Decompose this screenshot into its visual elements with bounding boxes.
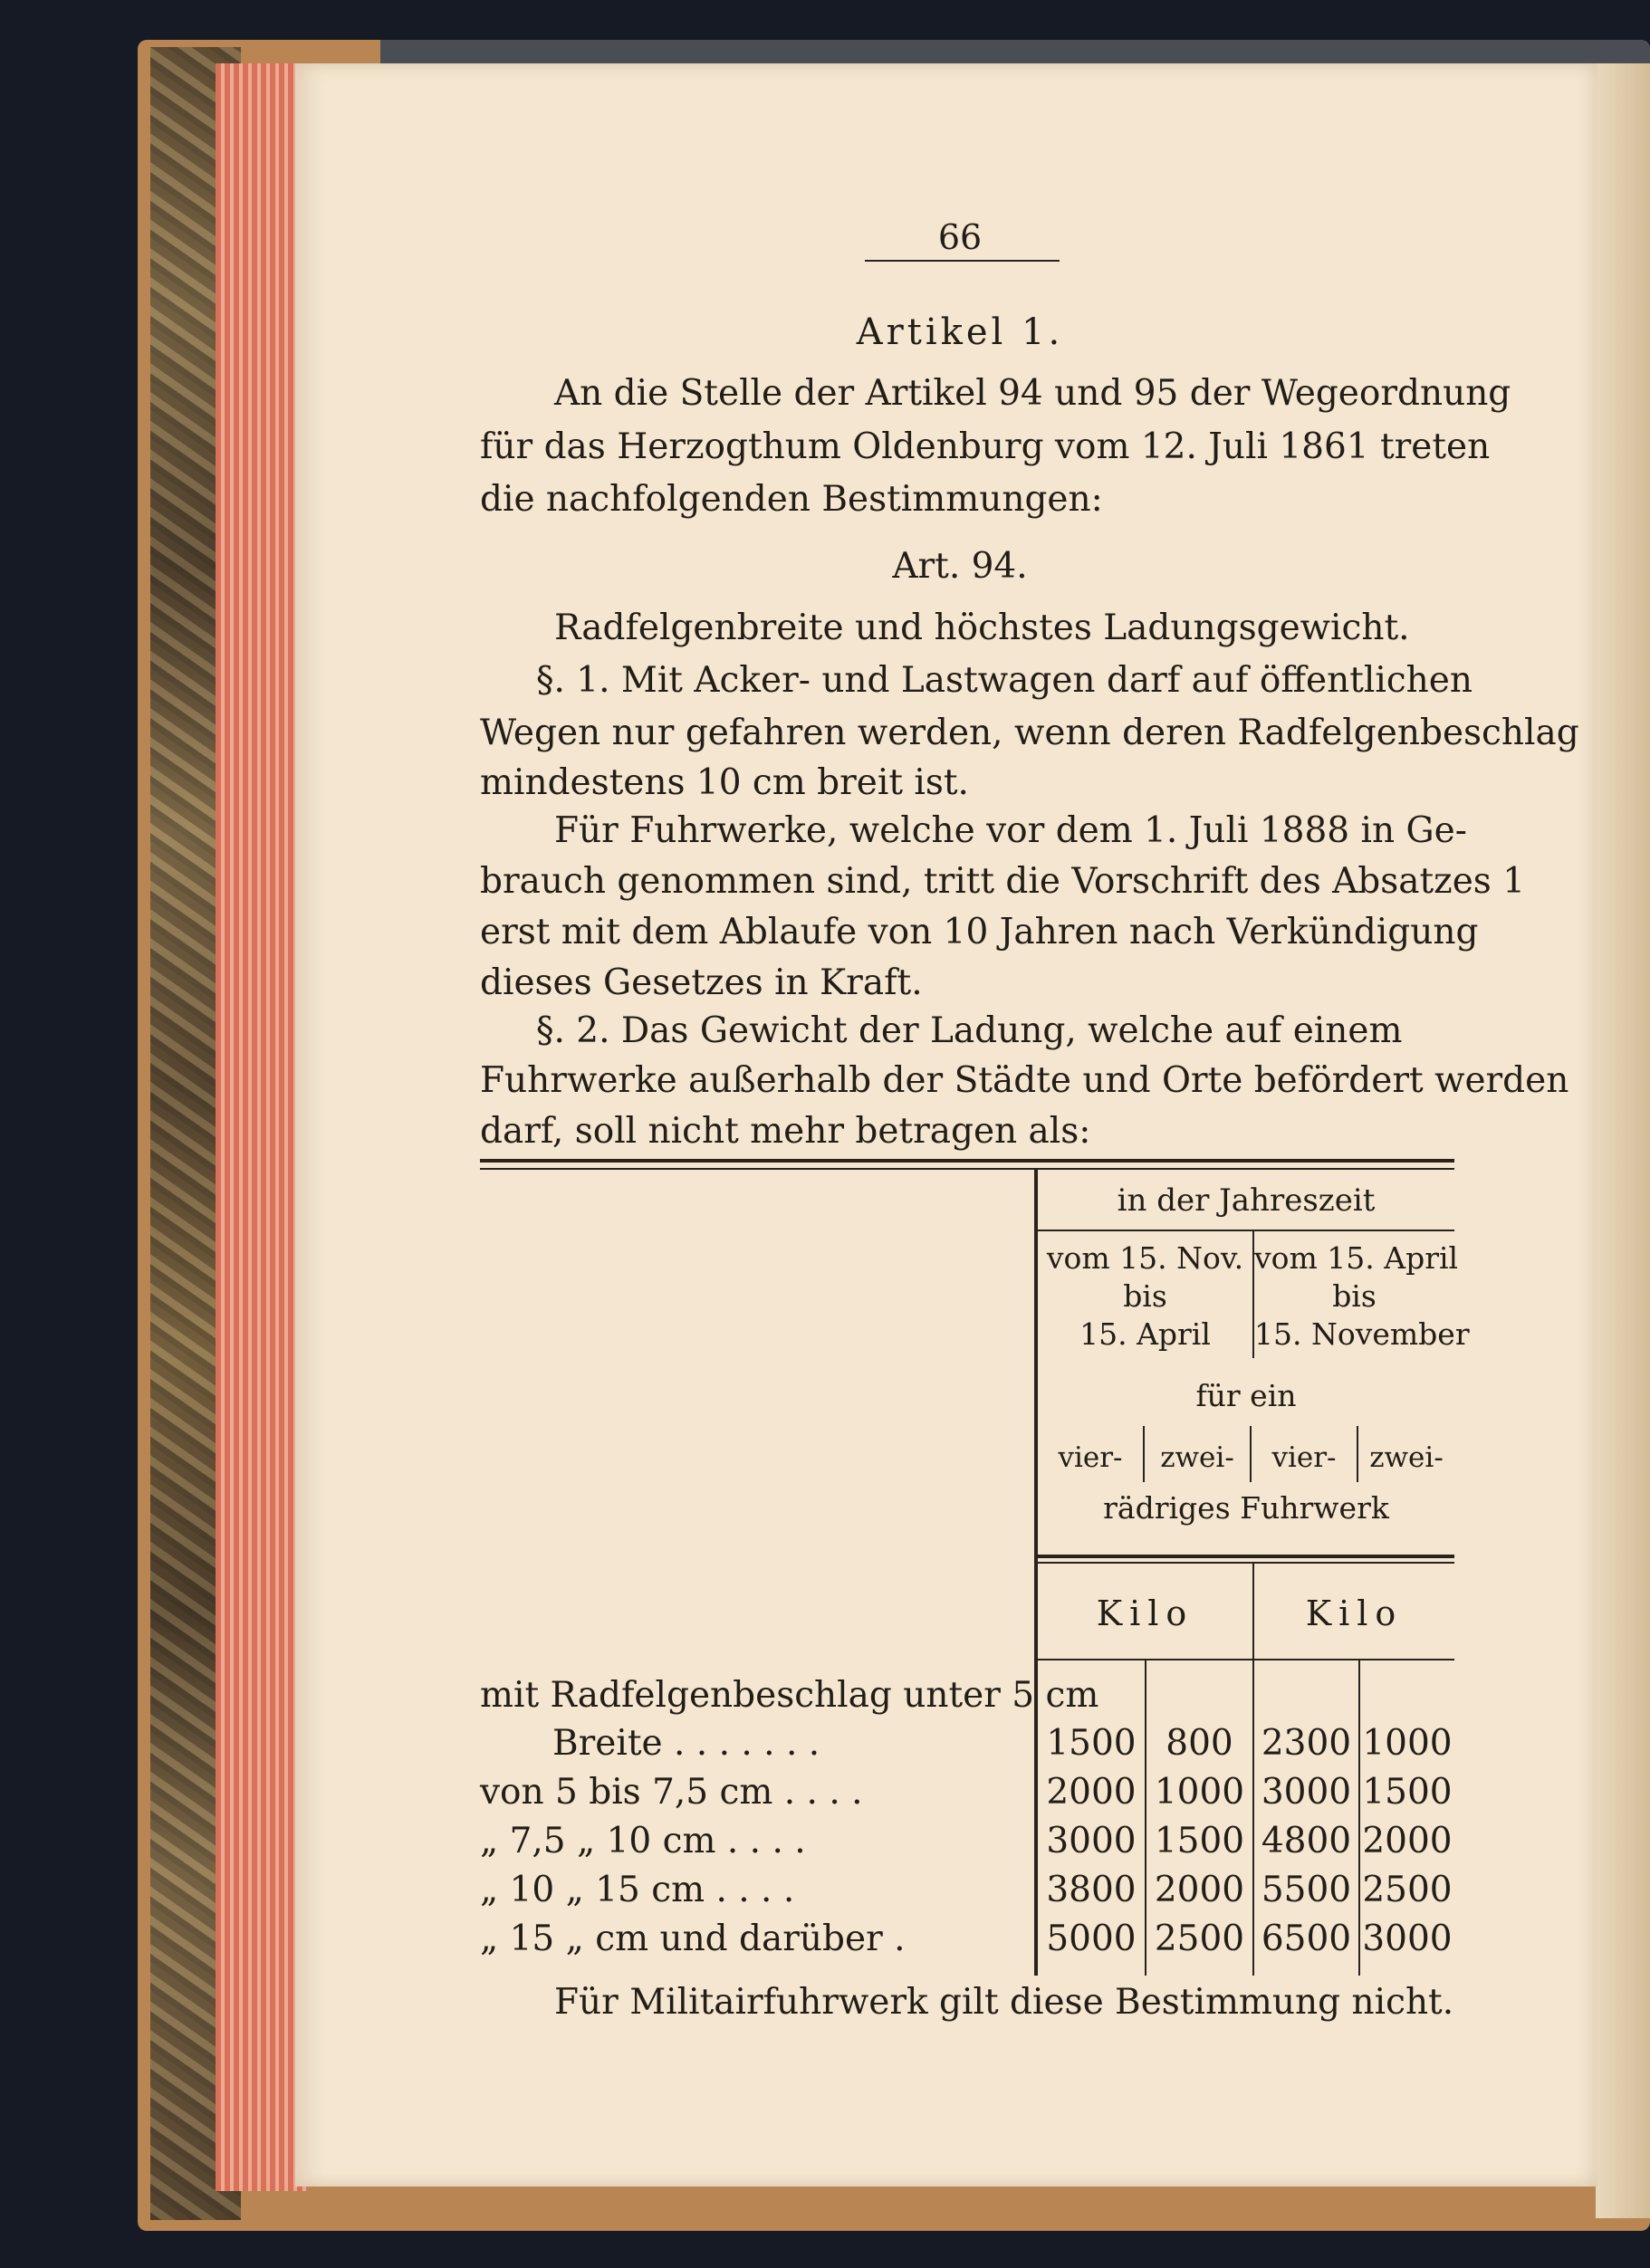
wheel-label-1: vier- [1058,1441,1123,1474]
row-label-4: „ 10 „ 15 cm . . . . [480,1870,795,1910]
season-b-line-2: bis [1332,1278,1377,1314]
cell-r3-c4: 2000 [1362,1821,1453,1861]
cell-r5-c4: 3000 [1362,1919,1453,1959]
article-heading: Artikel 1. [856,311,1064,353]
intro-line-3: die nachfolgenden Bestimmungen: [480,479,1103,520]
art-heading: Art. 94. [892,546,1028,587]
red-page-edges [216,63,306,2191]
intro-line-1: An die Stelle der Artikel 94 und 95 der Wegeordnung [554,373,1511,414]
row-header: mit Radfelgenbeschlag unter 5 cm [480,1675,1099,1716]
season-b-line-1: vom 15. April [1254,1240,1459,1276]
intro-line-2: für das Herzogthum Oldenburg vom 12. Juli 1861 treten [480,426,1491,467]
season-rule [1038,1230,1454,1231]
cell-r3-c3: 4800 [1261,1821,1352,1861]
row-label-1: Breite . . . . . . . [552,1723,820,1764]
kilo-unit-b: Kilo [1305,1593,1404,1633]
cell-r2-c3: 3000 [1261,1772,1352,1813]
cell-r1-c2: 800 [1166,1723,1233,1764]
para2-line-2: brauch genommen sind, tritt die Vorschrift des Absatzes 1 [480,861,1526,902]
cell-r5-c3: 6500 [1261,1919,1352,1959]
kilo-top-rule-thin [1038,1562,1454,1564]
facing-page-edge [1596,63,1650,2218]
cell-r4-c4: 2500 [1362,1870,1453,1910]
cell-r2-c2: 1000 [1154,1772,1245,1813]
para1-line-3: mindestens 10 cm breit ist. [480,762,969,803]
cell-r2-c4: 1500 [1362,1772,1453,1813]
cell-r3-c1: 3000 [1046,1821,1137,1861]
section-title: Radfelgenbreite und höchstes Ladungsgewicht. [554,608,1410,648]
season-a-line-1: vom 15. Nov. [1046,1240,1244,1276]
wheel-label-3: vier- [1271,1441,1337,1474]
footer-note: Für Militairfuhrwerk gilt diese Bestimmung nicht. [554,1982,1454,2023]
table-top-rule-thin [480,1168,1454,1170]
para1-line-2: Wegen nur gefahren werden, wenn deren Radfelgenbeschlag [480,713,1579,753]
cell-r5-c2: 2500 [1154,1919,1245,1959]
fuer-ein-label: für ein [1195,1378,1297,1413]
para3-line-2: Fuhrwerke außerhalb der Städte und Orte befördert werden [480,1060,1569,1101]
season-a-line-3: 15. April [1079,1316,1211,1352]
cell-r1-c4: 1000 [1362,1723,1453,1764]
raedriges-label: rädriges Fuhrwerk [1103,1490,1389,1526]
cell-r3-c2: 1500 [1154,1821,1245,1861]
cell-r4-c1: 3800 [1046,1870,1137,1910]
para2-line-3: erst mit dem Ablaufe von 10 Jahren nach Verkündigung [480,912,1479,952]
row-label-2: von 5 bis 7,5 cm . . . . [480,1772,863,1813]
cell-r2-c1: 2000 [1046,1772,1137,1813]
para3-line-1: §. 2. Das Gewicht der Ladung, welche auf einem [536,1010,1403,1051]
table-top-rule [480,1159,1454,1163]
page-number: 66 [937,217,983,257]
wheel-label-4: zwei- [1369,1441,1444,1474]
para1-line-1: §. 1. Mit Acker- und Lastwagen darf auf öffentlichen [536,660,1473,701]
cell-r4-c3: 5500 [1261,1870,1352,1910]
cell-r1-c3: 2300 [1261,1723,1352,1764]
kilo-top-rule [1038,1555,1454,1558]
kilo-unit-a: Kilo [1096,1593,1194,1633]
para2-line-4: dieses Gesetzes in Kraft. [480,962,923,1003]
kilo-bottom-rule [1038,1659,1454,1660]
para2-line-1: Für Fuhrwerke, welche vor dem 1. Juli 1888 in Ge- [554,810,1467,851]
cell-r5-c1: 5000 [1046,1919,1137,1959]
season-b-line-3: 15. November [1254,1316,1470,1352]
para3-line-3: darf, soll nicht mehr betragen als: [480,1111,1091,1152]
season-a-line-2: bis [1123,1278,1167,1314]
row-label-3: „ 7,5 „ 10 cm . . . . [480,1821,806,1861]
cell-r1-c1: 1500 [1046,1723,1137,1764]
cell-r4-c2: 2000 [1154,1870,1245,1910]
wheel-label-2: zwei- [1160,1441,1234,1474]
row-label-5: „ 15 „ cm und darüber . [480,1919,906,1959]
page-number-rule [865,260,1060,262]
season-header: in der Jahreszeit [1117,1182,1376,1219]
